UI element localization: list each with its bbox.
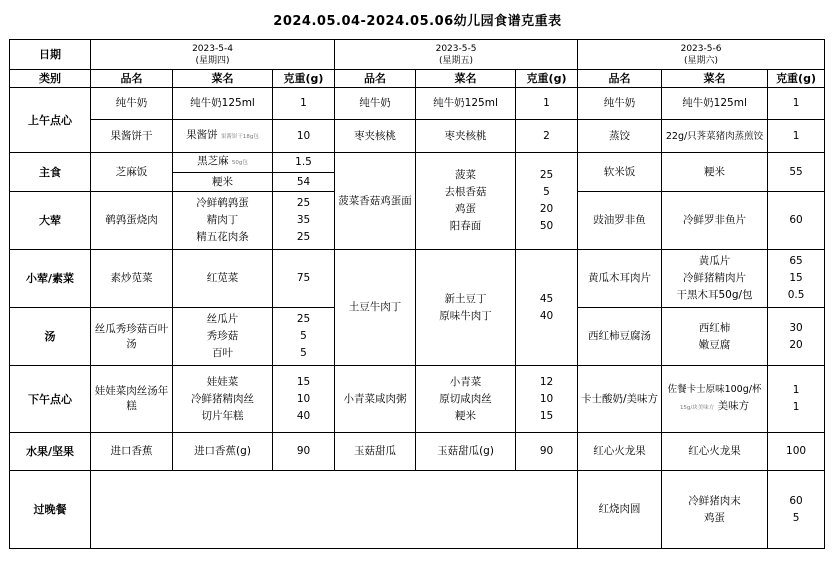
d1-ms1-weight: 1: [273, 88, 335, 120]
d1-side-name: 素炒苋菜: [91, 250, 173, 308]
table-row: [10, 366, 825, 433]
menu-table: [9, 39, 825, 549]
d2-ms2-name: 枣夹核桃: [335, 120, 416, 153]
table-row: [10, 433, 825, 471]
col-weight: 克重(g): [768, 70, 825, 88]
d1-snack-weights: 15 10 40: [273, 366, 335, 433]
d3-ms1-dish: 纯牛奶125ml: [662, 88, 768, 120]
d3-staple-dish: 粳米: [662, 153, 768, 192]
d2-ms1-weight: 1: [516, 88, 578, 120]
category-afternoon-snack: 下午点心: [10, 366, 91, 433]
col-weight: 克重(g): [516, 70, 578, 88]
category-main-dish: 大荤: [10, 192, 91, 250]
category-fruit: 水果/坚果: [10, 433, 91, 471]
d3-main-weight: 60: [768, 192, 825, 250]
d3-side-weights: 65 15 0.5: [768, 250, 825, 308]
col-name: 品名: [578, 70, 662, 88]
day3-date: 2023-5-6 (星期六): [578, 40, 825, 70]
d3-snack-name: 卡士酸奶/美味方: [578, 366, 662, 433]
d2-fruit-dish: 玉菇甜瓜(g): [416, 433, 516, 471]
d3-evening-items: 冷鲜猪肉末 鸡蛋: [662, 471, 768, 549]
d1-snack-items: 娃娃菜 冷鲜猪精肉丝 切片年糕: [173, 366, 273, 433]
d1-side-weight: 75: [273, 250, 335, 308]
d1-staple-item: 黑芝麻 50g包: [173, 153, 273, 173]
d3-soup-weights: 30 20: [768, 308, 825, 366]
table-row: [10, 153, 825, 173]
d2-snack-weights: 12 10 15: [516, 366, 578, 433]
table-row: [10, 120, 825, 153]
d3-fruit-dish: 红心火龙果: [662, 433, 768, 471]
d2-noodle-name: 菠菜香菇鸡蛋面: [335, 153, 416, 250]
d2-fruit-name: 玉菇甜瓜: [335, 433, 416, 471]
category-label: 类别: [10, 70, 91, 88]
d1-main-items: 冷鲜鹌鹑蛋 精肉丁 精五花肉条: [173, 192, 273, 250]
col-dish: 菜名: [416, 70, 516, 88]
d1-snack-name: 娃娃菜肉丝汤年糕: [91, 366, 173, 433]
d2-fruit-weight: 90: [516, 433, 578, 471]
d3-ms1-name: 纯牛奶: [578, 88, 662, 120]
table-row: [10, 88, 825, 120]
d2-side-weights: 45 40: [516, 250, 578, 366]
day2-date: 2023-5-5 (星期五): [335, 40, 578, 70]
d2-side-items: 新土豆丁 原味牛肉丁: [416, 250, 516, 366]
d3-staple-name: 软米饭: [578, 153, 662, 192]
d1-soup-items: 丝瓜片 秀珍菇 百叶: [173, 308, 273, 366]
d3-ms2-dish: 22g/只荠菜猪肉蒸煎饺: [662, 120, 768, 153]
date-row: [10, 40, 825, 70]
d1-fruit-name: 进口香蕉: [91, 433, 173, 471]
d1-staple-weight: 54: [273, 173, 335, 192]
d2-noodle-items: 菠菜 去根香菇 鸡蛋 阳春面: [416, 153, 516, 250]
d2-side-name: 土豆牛肉丁: [335, 250, 416, 366]
d2-ms1-dish: 纯牛奶125ml: [416, 88, 516, 120]
d1-ms2-dish: 果酱饼 果酱饼干18g包: [173, 120, 273, 153]
d3-soup-items: 西红柿 嫩豆腐: [662, 308, 768, 366]
table-row: [10, 250, 825, 308]
d2-ms1-name: 纯牛奶: [335, 88, 416, 120]
d3-evening-name: 红烧肉圆: [578, 471, 662, 549]
d2-ms2-weight: 2: [516, 120, 578, 153]
d1-staple-item: 粳米: [173, 173, 273, 192]
date-label: 日期: [10, 40, 91, 70]
d1-soup-name: 丝瓜秀珍菇百叶汤: [91, 308, 173, 366]
d3-staple-weight: 55: [768, 153, 825, 192]
d1-ms1-name: 纯牛奶: [91, 88, 173, 120]
d3-soup-name: 西红柿豆腐汤: [578, 308, 662, 366]
d1-fruit-dish: 进口香蕉(g): [173, 433, 273, 471]
col-dish: 菜名: [662, 70, 768, 88]
col-weight: 克重(g): [273, 70, 335, 88]
d3-snack-weights: 1 1: [768, 366, 825, 433]
category-staple: 主食: [10, 153, 91, 192]
d1-ms2-name: 果酱饼干: [91, 120, 173, 153]
col-name: 品名: [335, 70, 416, 88]
d1-fruit-weight: 90: [273, 433, 335, 471]
category-side-dish: 小荤/素菜: [10, 250, 91, 308]
evening-empty: [91, 471, 578, 549]
d1-staple-name: 芝麻饭: [91, 153, 173, 192]
col-dish: 菜名: [173, 70, 273, 88]
d2-noodle-weights: 25 5 20 50: [516, 153, 578, 250]
d1-main-weights: 25 35 25: [273, 192, 335, 250]
col-name: 品名: [91, 70, 173, 88]
d3-main-dish: 冷鲜罗非鱼片: [662, 192, 768, 250]
d1-soup-weights: 25 5 5: [273, 308, 335, 366]
d1-ms1-dish: 纯牛奶125ml: [173, 88, 273, 120]
column-header-row: [10, 70, 825, 88]
day1-date: 2023-5-4 (星期四): [91, 40, 335, 70]
d2-ms2-dish: 枣夹核桃: [416, 120, 516, 153]
d3-ms2-weight: 1: [768, 120, 825, 153]
d3-fruit-name: 红心火龙果: [578, 433, 662, 471]
d3-side-name: 黄瓜木耳肉片: [578, 250, 662, 308]
category-evening: 过晚餐: [10, 471, 91, 549]
d2-snack-name: 小青菜咸肉粥: [335, 366, 416, 433]
d3-ms2-name: 蒸饺: [578, 120, 662, 153]
d3-main-name: 豉油罗非鱼: [578, 192, 662, 250]
d3-fruit-weight: 100: [768, 433, 825, 471]
d3-evening-weights: 60 5: [768, 471, 825, 549]
d2-snack-items: 小青菜 原切咸肉丝 粳米: [416, 366, 516, 433]
d1-side-item: 红苋菜: [173, 250, 273, 308]
category-morning-snack: 上午点心: [10, 88, 91, 153]
d1-main-name: 鹌鹑蛋烧肉: [91, 192, 173, 250]
d1-ms2-weight: 10: [273, 120, 335, 153]
table-row: [10, 471, 825, 549]
d1-staple-weight: 1.5: [273, 153, 335, 173]
d3-snack-items: 佐餐卡士原味100g/杯 15g/块美味方 美味方: [662, 366, 768, 433]
page-title: 2024.05.04-2024.05.06幼儿园食谱克重表: [273, 14, 562, 29]
category-soup: 汤: [10, 308, 91, 366]
d3-ms1-weight: 1: [768, 88, 825, 120]
d3-side-items: 黄瓜片 冷鲜猪精肉片 干黑木耳50g/包: [662, 250, 768, 308]
